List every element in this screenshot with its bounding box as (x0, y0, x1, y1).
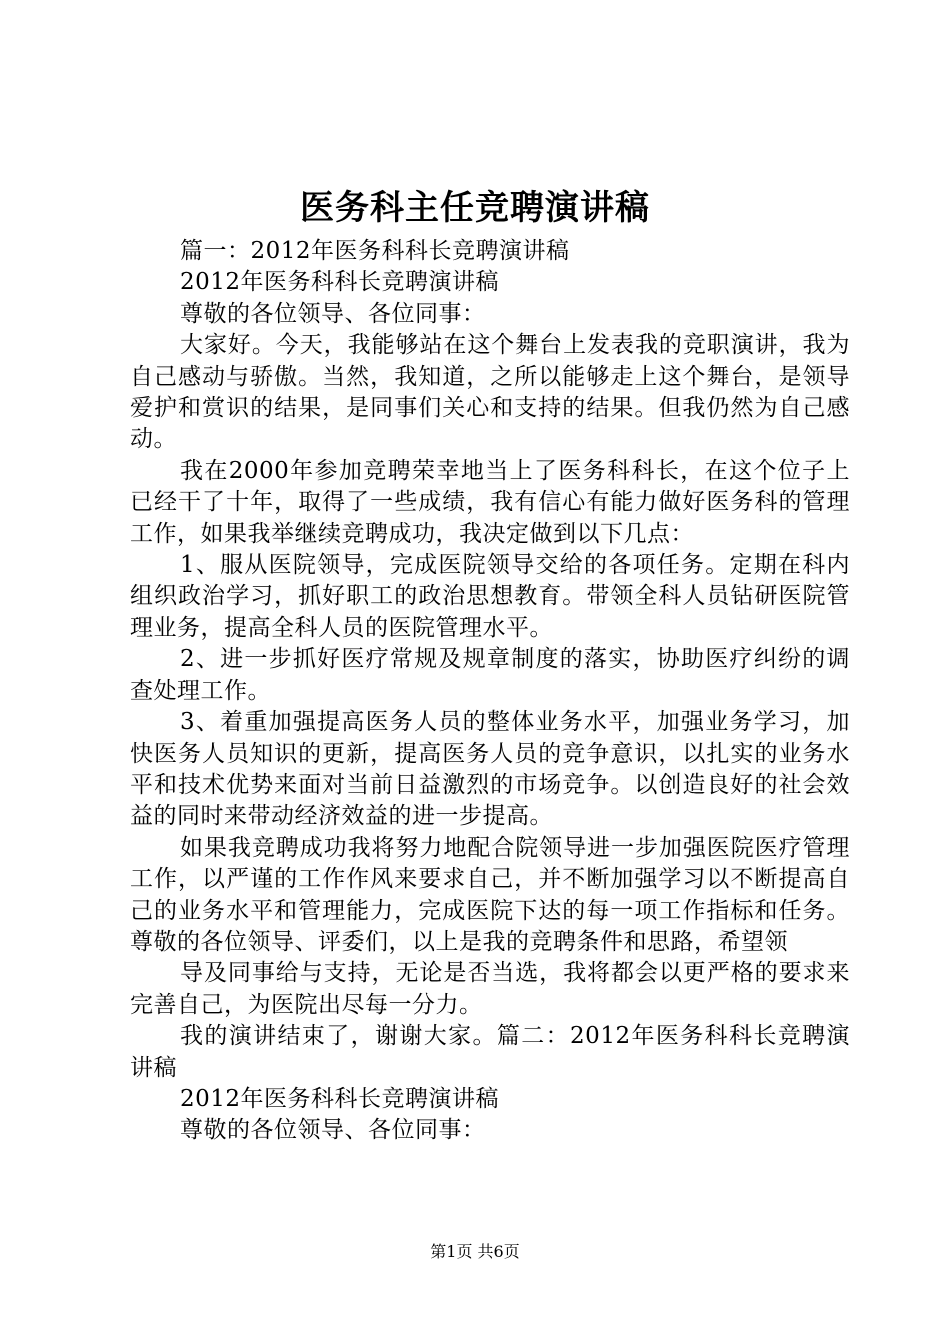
paragraph: 尊敬的各位领导、各位同事： (180, 1117, 486, 1144)
paragraph: 1、服从医院领导，完成医院领导交给的各项任务。定期在科内组织政治学习，抓好职工的政治思想教育。带领全科人员钻研医院管理业务，提高全科人员的医院管理水平。 (130, 552, 850, 641)
paragraph: 我的演讲结束了，谢谢大家。篇二：2012年医务科科长竞聘演讲稿 (130, 1023, 850, 1081)
paragraph: 2、进一步抓好医疗常规及规章制度的落实，协助医疗纠纷的调查处理工作。 (130, 646, 850, 704)
paragraph: 大家好。今天，我能够站在这个舞台上发表我的竞职演讲，我为自己感动与骄傲。当然，我知道，之所以能够走上这个舞台，是领导爱护和赏识的结果，是同事们关心和支持的结果。但我仍然为自己感动。 (130, 332, 850, 453)
paragraph: 如果我竞聘成功我将努力地配合院领导进一步加强医院医疗管理工作，以严谨的工作作风来要求自己，并不断加强学习以不断提高自己的业务水平和管理能力，完成医院下达的每一项工作指标和任务。尊敬的各位领导、评委们，以上是我的竞聘条件和思路，希望领 (130, 834, 850, 955)
document-title: 医务科主任竞聘演讲稿 (300, 188, 650, 228)
page-footer: 第1页 共6页 (430, 1242, 520, 1261)
paragraph: 3、着重加强提高医务人员的整体业务水平，加强业务学习，加快医务人员知识的更新，提高医务人员的竞争意识，以扎实的业务水平和技术优势来面对当前日益激烈的市场竞争。以创造良好的社会效益的同时来带动经济效益的进一步提高。 (130, 709, 850, 830)
paragraph: 尊敬的各位领导、各位同事： (180, 300, 486, 327)
document-body (130, 236, 850, 1147)
paragraph: 2012年医务科科长竞聘演讲稿 (180, 1085, 500, 1112)
paragraph: 导及同事给与支持，无论是否当选，我将都会以更严格的要求来完善自己，为医院出尽每一分力。 (130, 960, 850, 1018)
paragraph: 我在2000年参加竞聘荣幸地当上了医务科科长，在这个位子上已经干了十年，取得了一些成绩，我有信心有能力做好医务科的管理工作，如果我举继续竞聘成功，我决定做到以下几点： (130, 457, 850, 547)
paragraph: 篇一：2012年医务科科长竞聘演讲稿 (180, 238, 570, 264)
paragraph: 2012年医务科科长竞聘演讲稿 (180, 269, 500, 296)
